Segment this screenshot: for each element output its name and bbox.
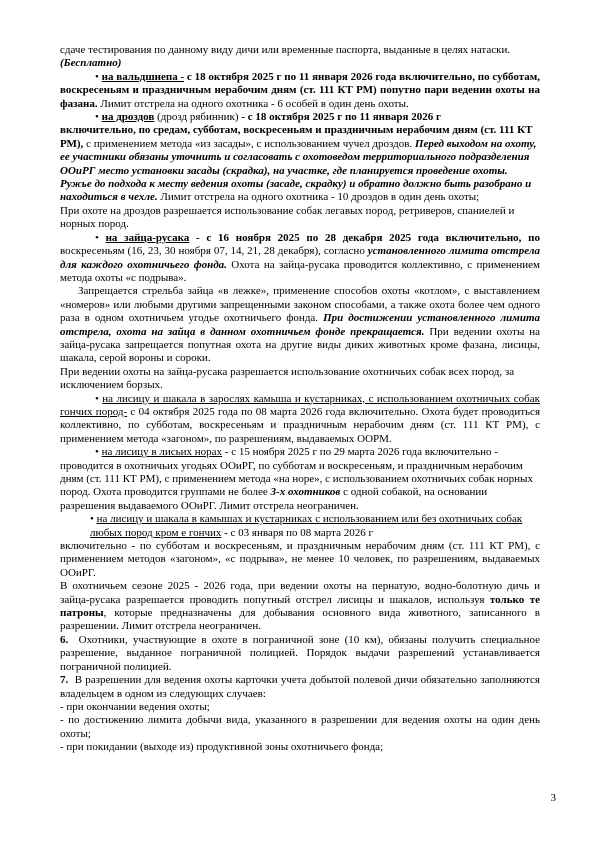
- para-fox-jackal-continuation: [60, 540, 540, 580]
- text-run: - при покидании (выходе из) продуктивной зоны охотничьего фонда;: [60, 741, 384, 754]
- bullet-woodcock: [60, 71, 540, 111]
- text-run: При ведении охоты на зайца-русака запрещается попутная охота на другие виды диких животных кроме фазана, лисицы, шакала, серой вороны и сороки.: [60, 325, 541, 365]
- bullet-hare: [60, 232, 540, 286]
- para-season-cartridges: [60, 580, 540, 634]
- text-run: •: [95, 446, 102, 459]
- text-run: на вальдшнепа -: [101, 70, 185, 83]
- text-run: При ведении охоты на зайца-русака разрешается использование охотничьих собак всех пород, за исключением борзых.: [60, 365, 515, 392]
- text-run: Лимит отстрела на одного охотника - 6 особей в один день охоты.: [97, 97, 409, 110]
- dash-end-of-hunt: [60, 701, 540, 714]
- text-run: с 18 октября 2025 г по 11 января 2026 года включительно, по субботам, воскресеньям и праздничным нерабочим дням (ст. 111 КТ РМ) попутно пари ведении охоты на фазана.: [60, 70, 540, 110]
- text-run: , которые предназначены для добывания основного вида животного, записанного в разрешении. Лимит отстрела неограничен.: [60, 607, 540, 633]
- dash-limit-reached: [60, 714, 540, 741]
- para-hare-dogs: [60, 366, 540, 393]
- bullet-fox-dens: [60, 446, 540, 513]
- text-run: с 04 октября 2025 года по 08 марта 2026 года включительно. Охота будет проводиться коллективно, по субботам, воскресеньям и праздничным нерабочим дням (ст. 111 КТ РМ), с применением метода «загоном», по разрешениям, выдаваемых ООРМ.: [60, 405, 541, 445]
- text-run: с одной собакой, на основании разрешения выдаваемого ООиРГ. Лимит отстрела неограничен.: [60, 486, 488, 512]
- text-run: - по достижению лимита добычи вида, указанного в разрешении для ведения охоты на один день охоты;: [60, 714, 540, 740]
- text-run: сдаче тестирования по данному виду дичи или временные паспорта, выданные в целях натаски.: [60, 44, 511, 56]
- text-run: на зайца-русака: [105, 231, 190, 244]
- text-run: •: [95, 231, 106, 244]
- text-run: 6.: [60, 633, 69, 646]
- para-free: [60, 57, 540, 70]
- text-run: Перед выходом на охоту, ее участники обязаны уточнить и согласовать с охотоведом территориального подразделения ООиРГ место установки засады (скрадка), на участке, где планируется проведение охоты. Ружье до подхода к месту ведения охоты (засаде, скрадку) и обратно должно быть разобрано и находиться в чехле.: [60, 137, 537, 204]
- text-run: •: [95, 70, 102, 83]
- text-run: (дрозд рябинник): [154, 111, 239, 124]
- text-run: на лисицу и шакала в камышах и кустарниках с использованием или без охотничьих собак любых пород кром е гончих: [90, 513, 523, 539]
- text-run: Лимит отстрела на одного охотника - 10 дроздов в один день охоты;: [157, 191, 480, 204]
- paragraphs: [60, 44, 540, 755]
- text-run: •: [95, 392, 103, 405]
- text-run: на дроздов: [101, 111, 155, 124]
- bullet-fox-jackal-any-dogs: [90, 513, 540, 540]
- text-run: Охотники, участвующие в охоте в пограничной зоне (10 км), обязаны получить специальное разрешение, выданное пограничной полицией. Порядок выдачи разрешений устанавливается пограничной полицией.: [60, 633, 540, 673]
- text-run: В разрешении для ведения охоты карточки учета добытой полевой дичи обязательно заполняются владельцем в одном из следующих случаев:: [60, 674, 540, 700]
- text-run: Охота на зайца-русака проводится коллективно, с применением метода охоты «с подрыва».: [60, 258, 541, 284]
- dash-leaving-zone: [60, 741, 540, 754]
- text-run: установленного лимита отстрела для каждого охотничьего фонда.: [60, 245, 540, 271]
- text-run: включительно - по субботам и воскресеньям, и праздничным нерабочим дням (ст. 111 КТ РМ), с применением методов «загоном», «с подрыва», не менее 10 человек, по разрешениям, выдаваемых ООиРГ.: [60, 540, 540, 579]
- text-run: на лисицу и шакала в зарослях камыша и кустарниках, с использованием охотничьих собак гончих пород-: [60, 392, 540, 418]
- text-run: - с 18 октября 2025 г по 11 января 2026 г: [238, 111, 441, 124]
- bullet-thrush: [60, 111, 540, 205]
- item-7-cards: [60, 674, 540, 701]
- para-thrush-dogs: [60, 205, 540, 232]
- text-run: воскресеньям (16, 23, 30 ноября 07, 14, 21, 28 декабря), согласно: [60, 245, 368, 258]
- para-testing-note: [60, 44, 540, 57]
- para-hare-restrictions: [60, 285, 540, 365]
- text-run: с применением метода «из засады», с использованием чучел дроздов.: [83, 137, 415, 150]
- text-run: (Бесплатно): [60, 57, 122, 70]
- bullet-fox-jackal-hounds: [60, 393, 540, 447]
- text-run: Запрещается стрельба зайца «в лежке», применение способов охоты «котлом», с выставлением «номеров» или любыми другими запрещенными законом способами, а также охота более чем одного раза в одном охотничьем угодье охотничьего фонда.: [60, 285, 540, 325]
- text-run: - с 03 января по 08 марта 2026 г: [221, 526, 373, 539]
- text-run: - с 16 ноября 2025 по 28 декабря 2025 года включительно, по: [189, 231, 540, 244]
- text-run: на лисицу в лисьих норах: [101, 446, 223, 459]
- text-run: - при окончании ведения охоты;: [60, 700, 210, 713]
- text-run: •: [95, 111, 102, 124]
- text-run: 3-х охотников: [270, 486, 341, 499]
- page-number: 3: [550, 792, 556, 804]
- text-run: - с 15 ноября 2025 г по 29 марта 2026 года включительно - проводится в охотничьих угодьях ООиРГ, по субботам и воскресеньям, и праздничным нерабочим дням (ст. 111 КТ РМ), с применением метода «на норе», с использованием охотничьих собак норных пород. Охота проводится группами не более: [60, 446, 533, 499]
- item-6-border-zone: [60, 634, 540, 674]
- text-run: При достижении установленного лимита отстрела, охота на зайца в данном охотничьем фонде прекращается.: [60, 312, 540, 338]
- text-run: В охотничьем сезоне 2025 - 2026 года, при ведении охоты на пернатую, водно-болотную дичь и зайца-русака разрешается проводить попутный отстрел лисицы и шакалов, используя: [60, 580, 540, 606]
- text-run: 7.: [60, 674, 69, 687]
- text-run: •: [90, 513, 97, 526]
- text-run: При охоте на дроздов разрешается использование собак легавых пород, ретриверов, спаниелей и норных пород.: [60, 204, 515, 231]
- text-run: только те патроны: [60, 593, 540, 620]
- text-run: включительно, по средам, субботам, воскресеньям и праздничным нерабочим дням (ст. 111 КТ РМ),: [60, 124, 533, 150]
